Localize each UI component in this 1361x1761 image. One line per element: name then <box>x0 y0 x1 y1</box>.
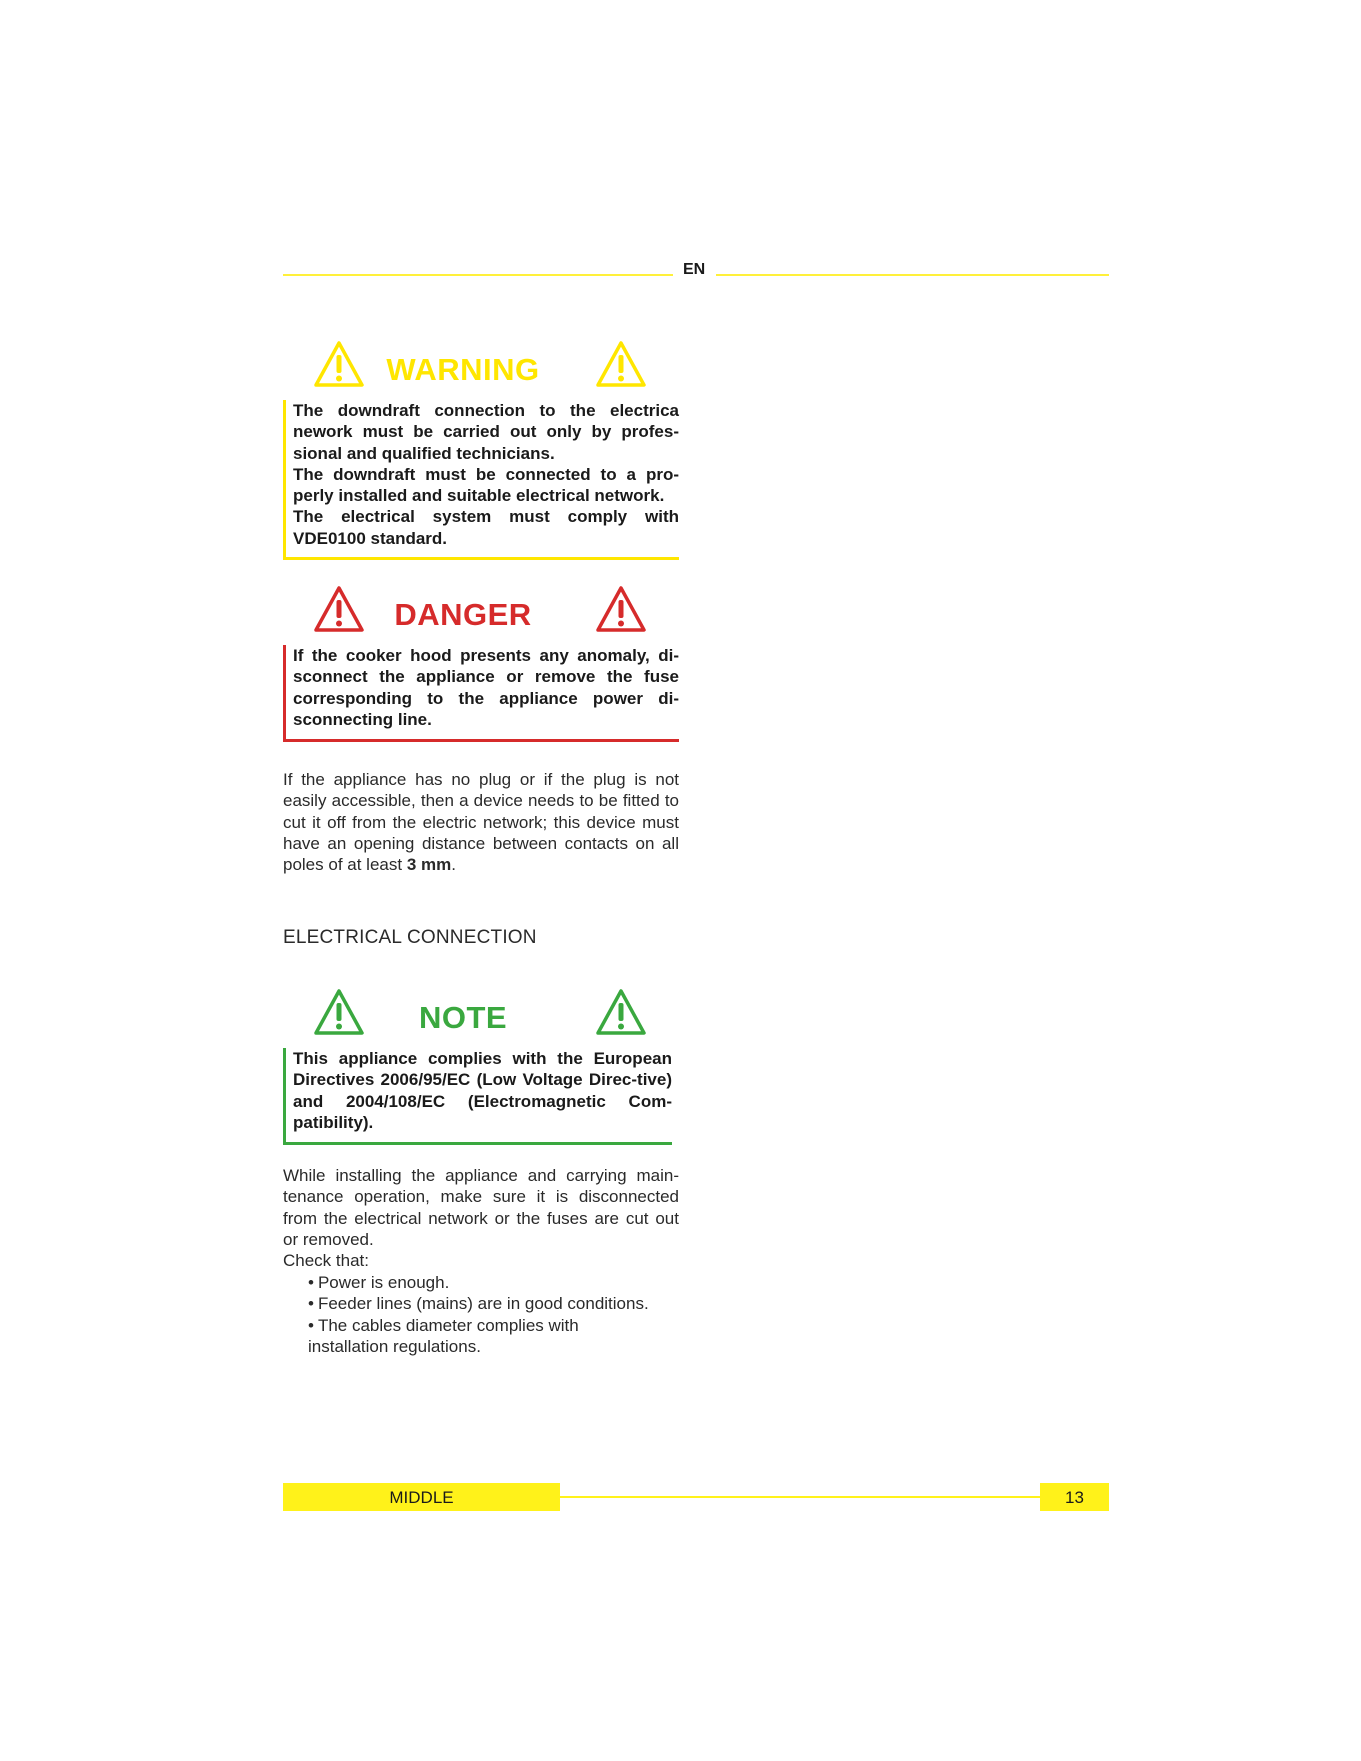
note-title-row <box>283 988 679 1044</box>
header-rule-right <box>716 274 1109 276</box>
warning-triangle-icon <box>595 340 647 388</box>
list-item: • The cables diameter complies with installation regulations. <box>308 1315 579 1356</box>
warning-triangle-icon <box>595 988 647 1036</box>
warning-paragraph: The downdraft connection to the electrica nework must be carried out only by profes-sional and qualified technicians. <box>293 401 679 463</box>
danger-left-bar <box>283 645 286 742</box>
warning-paragraph: The electrical system must comply with VDE0100 standard. <box>293 507 679 548</box>
warning-text-box <box>283 400 679 560</box>
note-bottom-bar <box>283 1142 672 1145</box>
install-paragraph: While installing the appliance and carrying main-tenance operation, make sure it is disconnected from the electrical network or the fuses are cut out or removed. <box>283 1166 679 1249</box>
note-title: NOTE <box>418 1000 508 1035</box>
plug-paragraph-text: If the appliance has no plug or if the plug is not easily accessible, then a device needs to be fitted to cut it off from the electric network; this device must have an opening distance between contacts on all poles of at least <box>283 770 679 875</box>
plug-paragraph <box>283 769 679 875</box>
footer-rule <box>560 1496 1040 1498</box>
warning-paragraph: The downdraft must be connected to a pro-perly installed and suitable electrical network. <box>293 464 679 506</box>
section-heading: ELECTRICAL CONNECTION <box>283 927 537 948</box>
warning-bottom-bar <box>283 557 679 560</box>
warning-left-bar <box>283 400 286 560</box>
check-list <box>283 1272 679 1357</box>
list-item: • Power is enough. <box>308 1273 450 1292</box>
danger-bottom-bar <box>283 739 679 742</box>
page-number: 13 <box>1065 1488 1084 1507</box>
danger-text-box <box>283 645 679 742</box>
footer-page-box <box>1040 1483 1109 1511</box>
check-intro: Check that: <box>283 1251 369 1270</box>
note-left-bar <box>283 1048 286 1145</box>
language-label: EN <box>683 261 706 278</box>
header-rule-left <box>283 274 673 276</box>
warning-triangle-icon <box>595 585 647 633</box>
warning-title-row <box>283 340 679 396</box>
danger-title: DANGER <box>394 597 532 632</box>
footer-label: MIDDLE <box>389 1488 454 1507</box>
danger-title-row <box>283 585 679 641</box>
danger-paragraph: If the cooker hood presents any anomaly, di-sconnect the appliance or remove the fuse corresponding to the appliance power di-sconnecting line. <box>293 646 679 729</box>
list-item: • Feeder lines (mains) are in good conditions. <box>308 1294 649 1314</box>
warning-title: WARNING <box>386 352 540 387</box>
note-text-box <box>283 1048 672 1145</box>
footer-label-box <box>283 1483 560 1511</box>
plug-paragraph-end: . <box>451 855 456 875</box>
note-paragraph: This appliance complies with the European Directives 2006/95/EC (Low Voltage Direc-tive) and 2004/108/EC (Electromagnetic Com-patibility). <box>293 1049 672 1132</box>
plug-paragraph-emphasis: 3 mm <box>406 855 452 875</box>
